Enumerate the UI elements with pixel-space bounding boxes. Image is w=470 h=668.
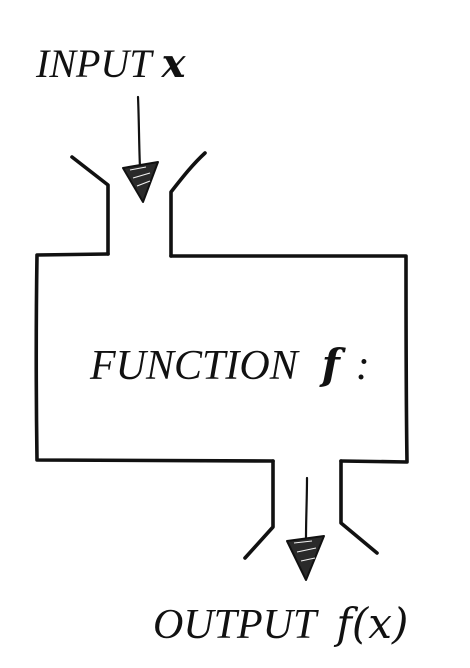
input-funnel-left [72, 157, 108, 254]
input-label [35, 40, 187, 87]
output-expression: f(x) [336, 599, 409, 648]
output-word: OUTPUT [153, 602, 317, 648]
function-colon: : [355, 343, 370, 389]
function-name: f [321, 340, 340, 389]
input-word: INPUT [36, 41, 152, 86]
output-spout-right [341, 461, 377, 553]
input-arrow-shaft [138, 97, 140, 168]
function-label [89, 340, 370, 389]
output-spout-left [245, 461, 273, 558]
output-arrowhead-icon [287, 536, 324, 580]
function-word: FUNCTION [90, 343, 298, 389]
input-variable: x [161, 40, 186, 87]
output-arrow-shaft [306, 478, 307, 538]
input-arrowhead-icon [123, 162, 158, 202]
input-funnel-right [171, 153, 205, 256]
output-label [153, 599, 408, 648]
